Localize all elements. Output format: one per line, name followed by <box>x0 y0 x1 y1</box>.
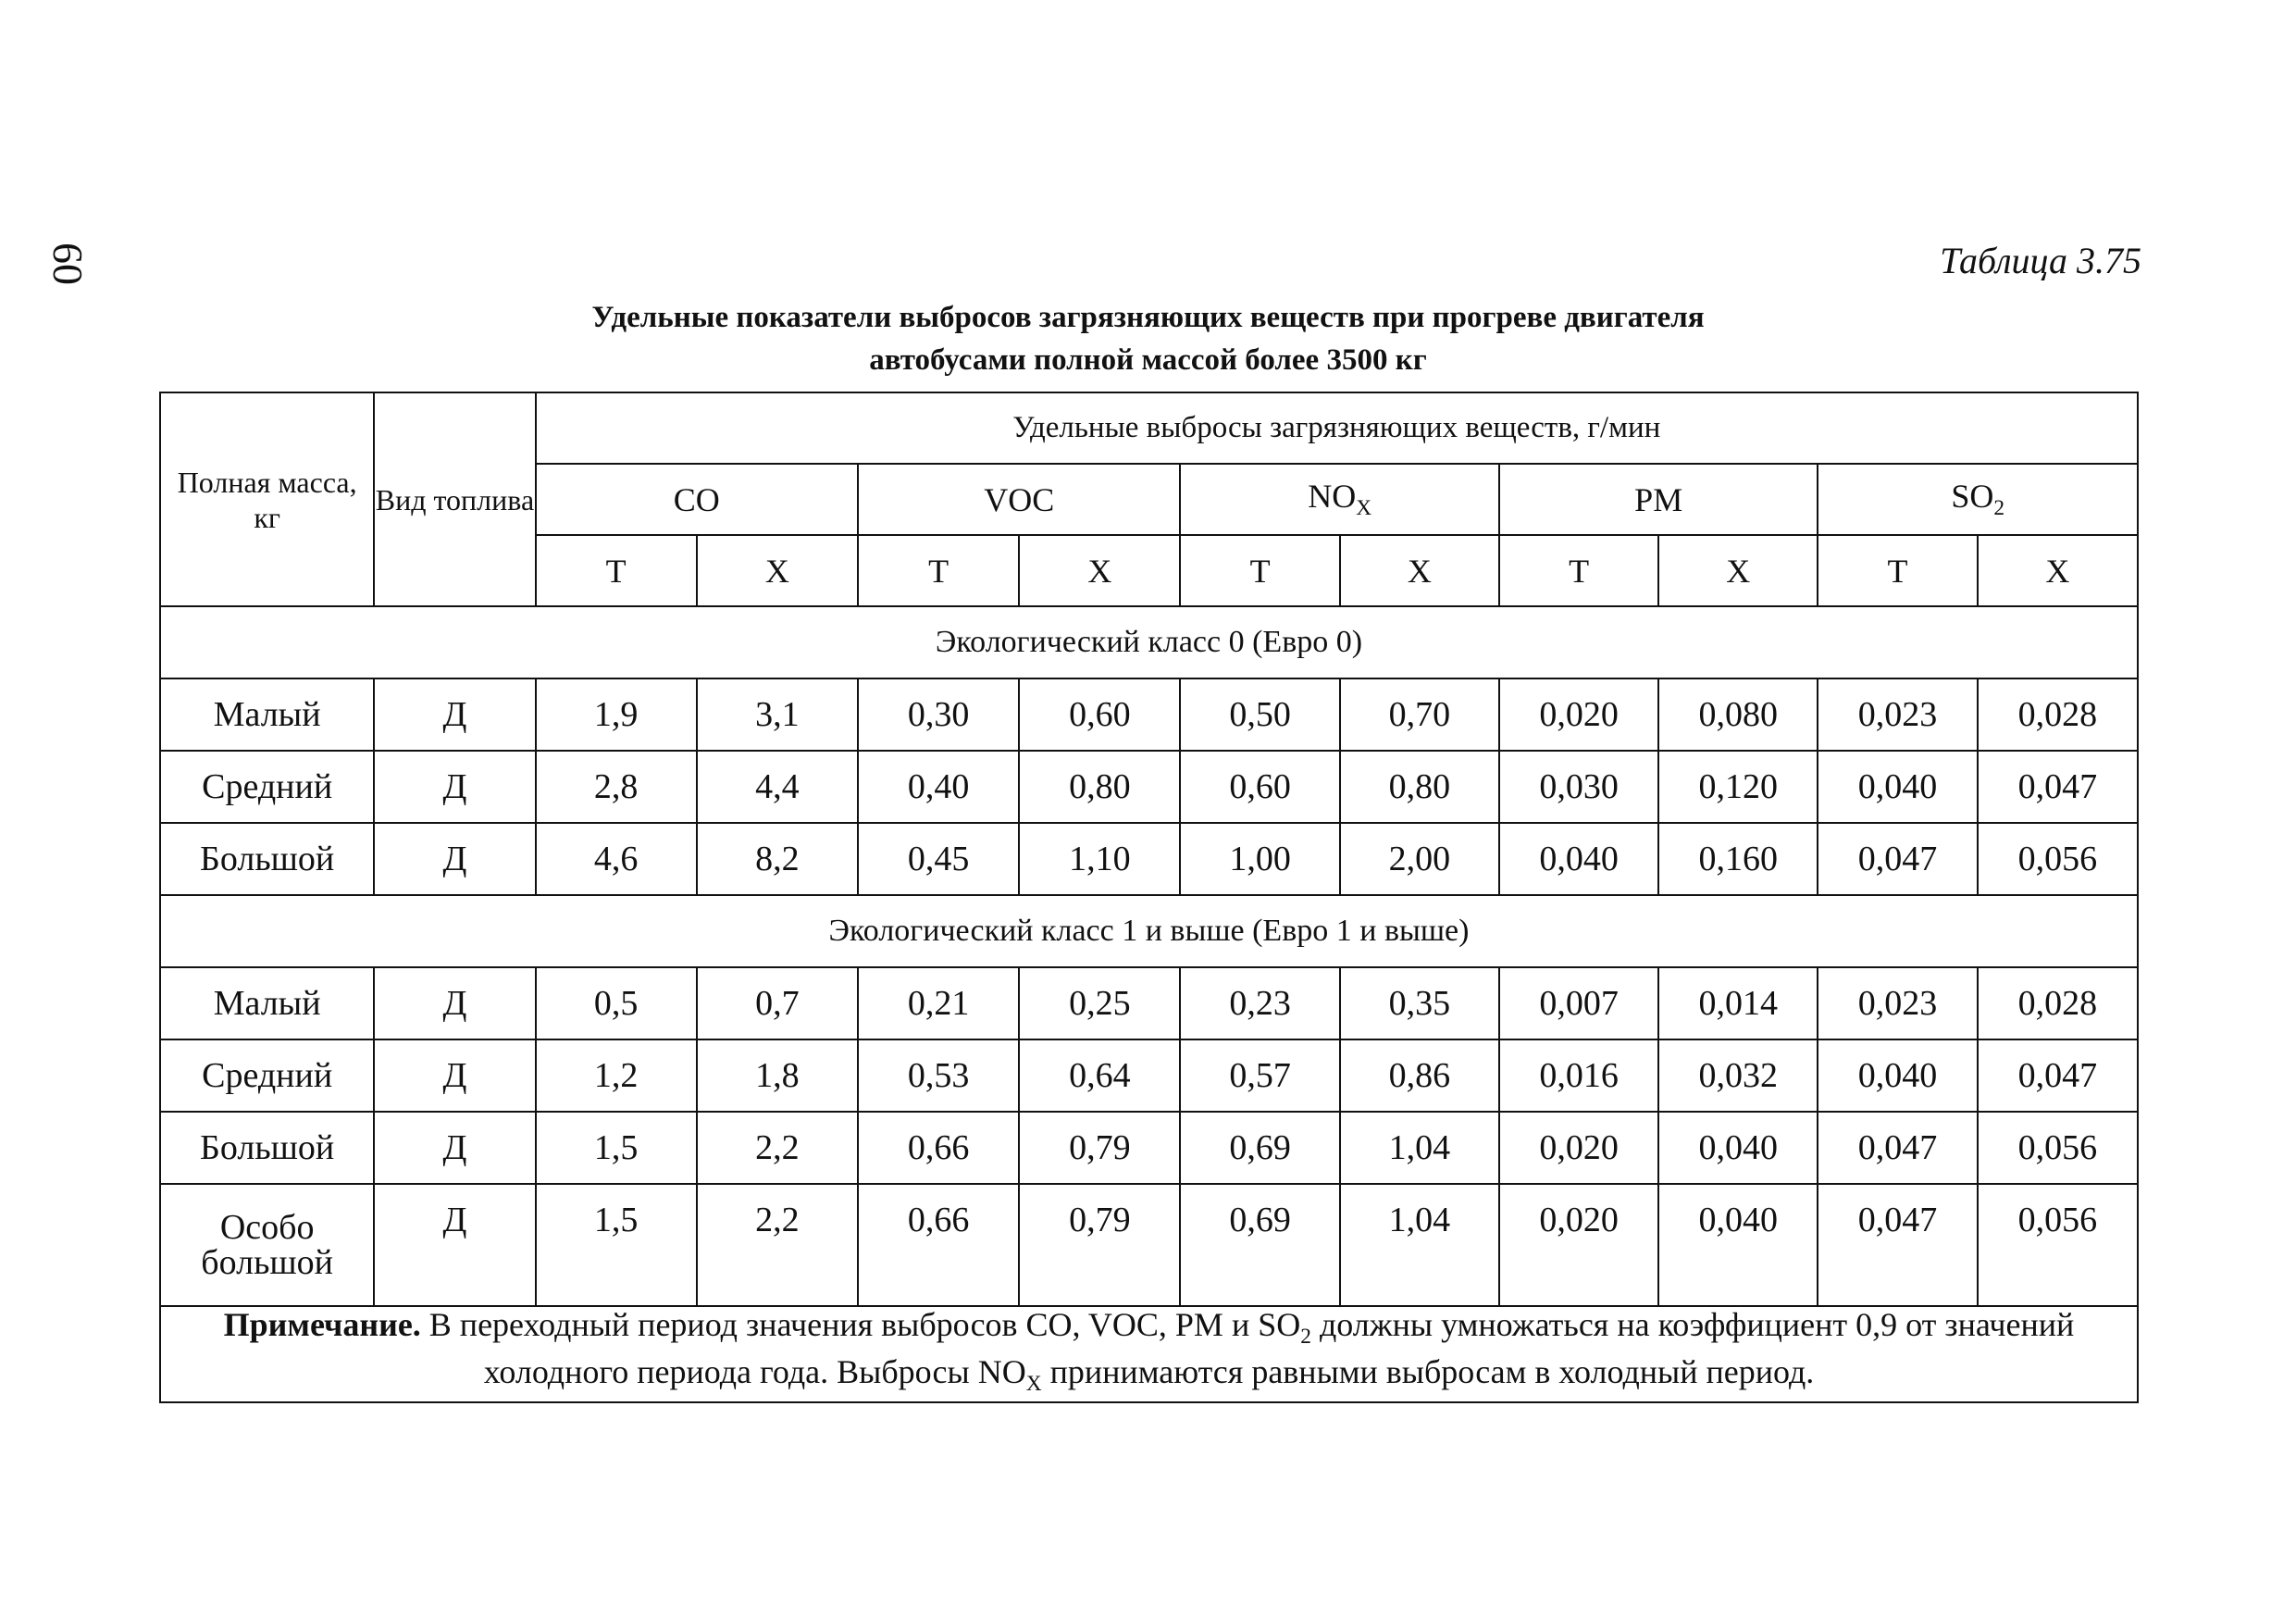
cell-value: 0,120 <box>1658 751 1818 823</box>
cell-value: 0,047 <box>1978 1039 2138 1112</box>
cell-fuel: Д <box>374 678 535 751</box>
cell-value: 0,69 <box>1180 1112 1339 1184</box>
cell-value: 0,160 <box>1658 823 1818 895</box>
cell-value: 0,080 <box>1658 678 1818 751</box>
cell-fuel: Д <box>374 1039 535 1112</box>
cell-value: 4,4 <box>697 751 858 823</box>
cell-mass: Малый <box>160 678 374 751</box>
note-text-2: должны умножаться на коэффициент 0,9 от значений холодного периода года. Выбросы NO <box>483 1306 2075 1391</box>
cell-value: 0,007 <box>1499 967 1658 1039</box>
header-group: Удельные выбросы загрязняющих веществ, г/мин <box>536 392 2138 464</box>
cell-value: 0,040 <box>1818 1039 1977 1112</box>
table-title <box>0 296 2296 381</box>
cell-mass: Большой <box>160 1112 374 1184</box>
cell-value: 0,30 <box>858 678 1019 751</box>
header-period-t: Т <box>1180 535 1339 606</box>
cell-fuel: Д <box>374 823 535 895</box>
cell-value: 0,57 <box>1180 1039 1339 1112</box>
cell-value: 0,040 <box>1818 751 1977 823</box>
page-number: 60 <box>44 243 92 285</box>
note-text-1: В переходный период значения выбросов CO, VOC, PM и SO <box>420 1306 1301 1343</box>
table-title-line-1: Удельные показатели выбросов загрязняющих веществ при прогреве двигателя <box>591 301 1705 334</box>
cell-fuel: Д <box>374 1184 535 1306</box>
header-period-t: Т <box>1818 535 1977 606</box>
table-row <box>160 1112 2138 1184</box>
cell-value: 0,60 <box>1180 751 1339 823</box>
cell-value: 0,25 <box>1019 967 1180 1039</box>
cell-value: 0,66 <box>858 1184 1019 1306</box>
cell-value: 0,014 <box>1658 967 1818 1039</box>
cell-value: 0,023 <box>1818 678 1977 751</box>
pollutant-subscript: 2 <box>1993 496 2005 521</box>
header-period-t: Т <box>858 535 1019 606</box>
section-title: Экологический класс 0 (Евро 0) <box>160 606 2138 678</box>
header-period-x: Х <box>1340 535 1499 606</box>
cell-value: 0,21 <box>858 967 1019 1039</box>
cell-value: 0,040 <box>1658 1112 1818 1184</box>
header-period-x: Х <box>697 535 858 606</box>
cell-value: 0,5 <box>536 967 697 1039</box>
cell-value: 0,047 <box>1978 751 2138 823</box>
cell-value: 0,040 <box>1658 1184 1818 1306</box>
header-pollutant: CO <box>536 464 858 535</box>
cell-value: 0,7 <box>697 967 858 1039</box>
cell-value: 1,04 <box>1340 1112 1499 1184</box>
cell-value: 0,80 <box>1019 751 1180 823</box>
table-label: Таблица 3.75 <box>1940 240 2141 281</box>
section-row <box>160 606 2138 678</box>
table-row <box>160 678 2138 751</box>
table-row <box>160 751 2138 823</box>
cell-mass: Малый <box>160 967 374 1039</box>
cell-value: 0,86 <box>1340 1039 1499 1112</box>
cell-value: 0,64 <box>1019 1039 1180 1112</box>
note-subscript-1: 2 <box>1300 1325 1311 1350</box>
table-row <box>160 823 2138 895</box>
emissions-table <box>159 392 2139 1403</box>
cell-value: 0,23 <box>1180 967 1339 1039</box>
cell-value: 0,66 <box>858 1112 1019 1184</box>
cell-value: 4,6 <box>536 823 697 895</box>
section-row <box>160 895 2138 967</box>
header-mass: Полная масса, кг <box>160 392 374 606</box>
header-period-x: Х <box>1978 535 2138 606</box>
cell-mass: Средний <box>160 751 374 823</box>
header-period-x: Х <box>1658 535 1818 606</box>
cell-mass: Средний <box>160 1039 374 1112</box>
cell-fuel: Д <box>374 751 535 823</box>
cell-value: 0,056 <box>1978 823 2138 895</box>
cell-fuel: Д <box>374 1112 535 1184</box>
note-cell <box>160 1306 2138 1402</box>
table-title-line-2: автобусами полной массой более 3500 кг <box>869 343 1427 377</box>
cell-fuel: Д <box>374 967 535 1039</box>
cell-value: 0,80 <box>1340 751 1499 823</box>
cell-value: 0,53 <box>858 1039 1019 1112</box>
cell-value: 0,60 <box>1019 678 1180 751</box>
cell-value: 1,9 <box>536 678 697 751</box>
cell-value: 3,1 <box>697 678 858 751</box>
header-period-x: Х <box>1019 535 1180 606</box>
cell-value: 1,04 <box>1340 1184 1499 1306</box>
cell-value: 0,45 <box>858 823 1019 895</box>
header-period-t: Т <box>1499 535 1658 606</box>
cell-value: 0,020 <box>1499 678 1658 751</box>
table-row <box>160 1184 2138 1306</box>
header-pollutant: PM <box>1499 464 1818 535</box>
cell-value: 0,020 <box>1499 1184 1658 1306</box>
cell-value: 0,79 <box>1019 1112 1180 1184</box>
cell-value: 0,40 <box>858 751 1019 823</box>
cell-value: 2,00 <box>1340 823 1499 895</box>
note-label: Примечание. <box>223 1306 421 1343</box>
cell-value: 1,5 <box>536 1112 697 1184</box>
pollutant-subscript: X <box>1356 496 1372 521</box>
cell-value: 8,2 <box>697 823 858 895</box>
header-pollutant: $NO_X$ <box>1180 464 1498 535</box>
cell-value: 1,8 <box>697 1039 858 1112</box>
cell-mass: Особо большой <box>160 1184 374 1306</box>
header-pollutant: $SO_2$ <box>1818 464 2138 535</box>
cell-value: 0,040 <box>1499 823 1658 895</box>
note-subscript-2: X <box>1025 1372 1042 1397</box>
cell-value: 0,047 <box>1818 1184 1977 1306</box>
table-row <box>160 967 2138 1039</box>
cell-value: 0,056 <box>1978 1184 2138 1306</box>
note-text-3: принимаются равными выбросам в холодный период. <box>1041 1353 1815 1391</box>
cell-value: 2,2 <box>697 1112 858 1184</box>
cell-mass: Большой <box>160 823 374 895</box>
cell-value: 0,020 <box>1499 1112 1658 1184</box>
cell-value: 0,056 <box>1978 1112 2138 1184</box>
cell-value: 1,00 <box>1180 823 1339 895</box>
cell-value: 1,5 <box>536 1184 697 1306</box>
note-row <box>160 1306 2138 1402</box>
cell-value: 0,50 <box>1180 678 1339 751</box>
cell-value: 0,35 <box>1340 967 1499 1039</box>
header-period-t: Т <box>536 535 697 606</box>
cell-value: 0,047 <box>1818 1112 1977 1184</box>
cell-value: 2,8 <box>536 751 697 823</box>
cell-value: 0,028 <box>1978 678 2138 751</box>
header-fuel: Вид топлива <box>374 392 535 606</box>
section-title: Экологический класс 1 и выше (Евро 1 и выше) <box>160 895 2138 967</box>
cell-value: 0,016 <box>1499 1039 1658 1112</box>
cell-value: 0,023 <box>1818 967 1977 1039</box>
cell-value: 2,2 <box>697 1184 858 1306</box>
cell-value: 0,70 <box>1340 678 1499 751</box>
header-pollutant: VOC <box>858 464 1180 535</box>
cell-value: 0,047 <box>1818 823 1977 895</box>
cell-value: 0,69 <box>1180 1184 1339 1306</box>
cell-value: 1,10 <box>1019 823 1180 895</box>
cell-value: 0,79 <box>1019 1184 1180 1306</box>
table-row <box>160 1039 2138 1112</box>
cell-value: 0,028 <box>1978 967 2138 1039</box>
cell-value: 0,032 <box>1658 1039 1818 1112</box>
cell-value: 0,030 <box>1499 751 1658 823</box>
cell-value: 1,2 <box>536 1039 697 1112</box>
